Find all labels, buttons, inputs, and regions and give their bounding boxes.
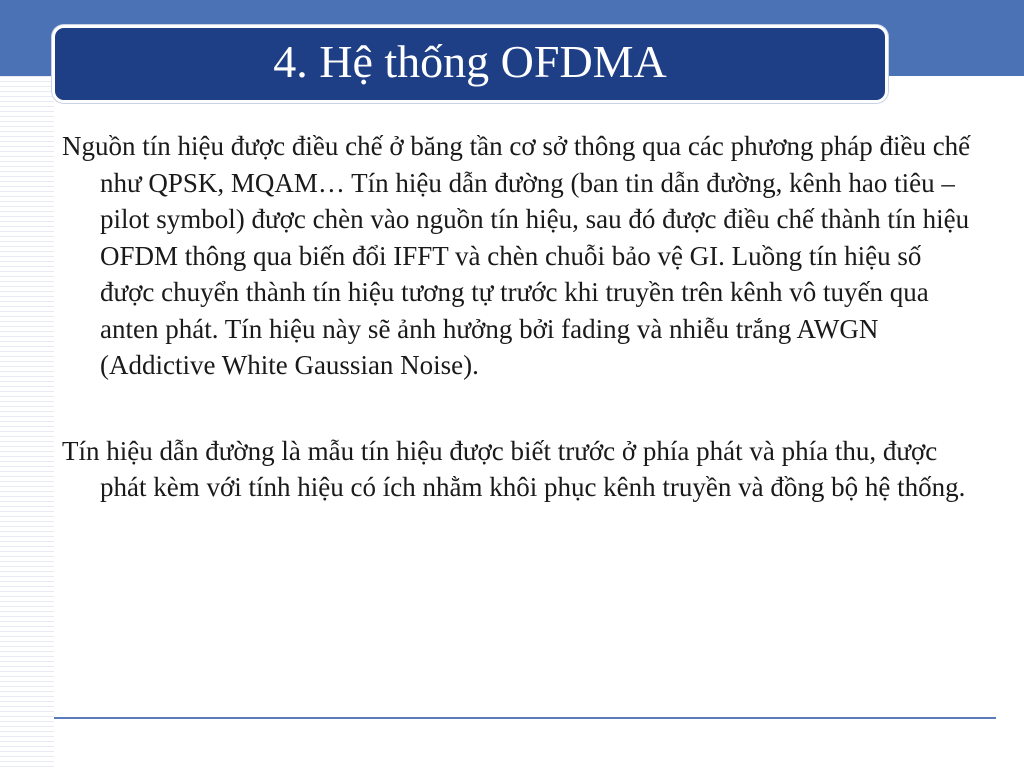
slide-title: 4. Hệ thống OFDMA <box>273 36 667 87</box>
body-paragraph-1: Nguồn tín hiệu được điều chế ở băng tần cơ sở thông qua các phương pháp điều chế như QPSK, MQAM… Tín hiệu dẫn đường (ban tin dẫn đường, kênh hao tiêu – pilot symbol) được chèn vào nguồn tín hiệu, sau đó được điều chế thành tín hiệu OFDM thông qua biến đổi IFFT và chèn chuỗi bảo vệ GI. Luồng tín hiệu số được chuyển thành tín hiệu tương tự trước khi truyền trên kênh vô tuyến qua anten phát. Tín hiệu này sẽ ảnh hưởng bởi fading và nhiễu trắng AWGN (Addictive White Gaussian Noise). <box>62 131 971 380</box>
title-banner <box>52 25 888 103</box>
footer-divider <box>54 717 996 719</box>
decorative-stripes <box>0 76 54 768</box>
slide-body <box>62 128 972 506</box>
body-paragraph-2: Tín hiệu dẫn đường là mẫu tín hiệu được biết trước ở phía phát và phía thu, được phát kèm với tính hiệu có ích nhằm khôi phục kênh truyền và đồng bộ hệ thống. <box>62 435 966 502</box>
